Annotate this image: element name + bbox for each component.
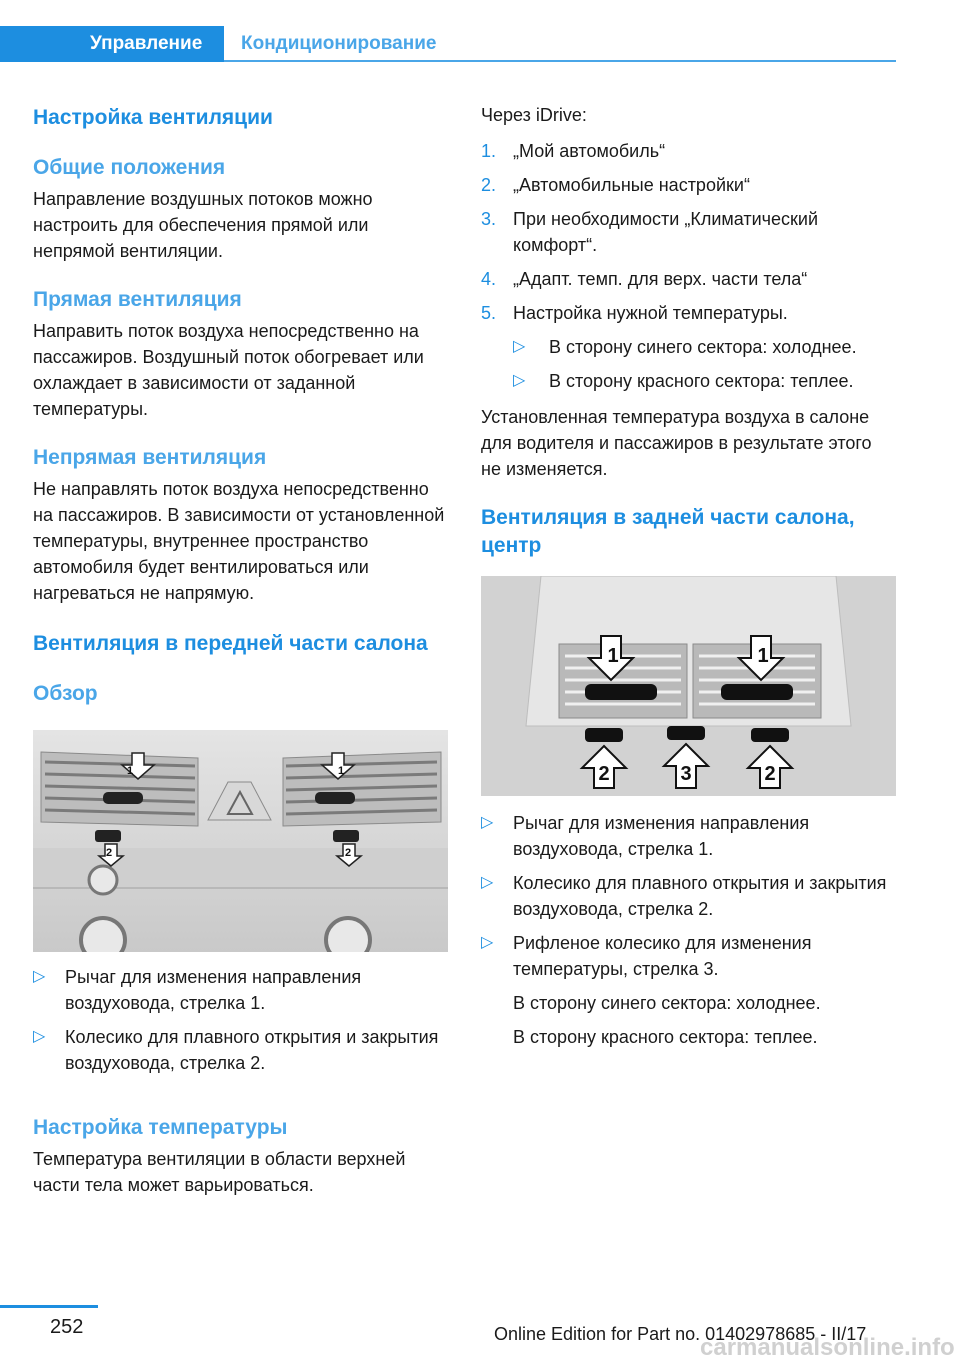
heading-front-ventilation: Вентиляция в передней части салона [33, 632, 428, 655]
rear-label-2-right: 2 [764, 763, 776, 785]
front-vents-image [33, 730, 448, 952]
rear-label-1-right: 1 [757, 645, 769, 667]
page-header [0, 0, 960, 62]
triangle-bullet-icon: ▷ [33, 968, 46, 985]
rear-bullet-list [481, 810, 896, 1050]
rear-vents-image [481, 576, 896, 796]
front-label-2-left: 2 [106, 847, 113, 859]
indent-line-warm: В сторону красного сектора: теплее. [513, 1027, 818, 1047]
paragraph-general: Направление воздушных потоков можно настроить для обеспечения прямой или непрямой вентиляции. [33, 189, 373, 261]
front-vents-illustration [33, 730, 448, 952]
triangle-bullet-icon: ▷ [33, 1028, 46, 1045]
paragraph-temperature: Температура вентиляции в области верхней части тела может варьироваться. [33, 1149, 406, 1195]
subheading-temperature: Настройка температуры [33, 1116, 288, 1139]
triangle-bullet-icon: ▷ [513, 372, 526, 389]
triangle-bullet-icon: ▷ [481, 814, 494, 831]
rear-label-2-left: 2 [598, 763, 610, 785]
sub-list-item: ▷ В сторону красного сектора: теплее. [481, 368, 896, 394]
heading-ventilation-setup: Настройка вентиляции [33, 106, 273, 129]
subheading-indirect: Непрямая вентиляция [33, 446, 267, 469]
footer-rule [0, 1305, 98, 1308]
front-bullet-list [33, 964, 448, 1076]
idrive-steps [481, 138, 896, 394]
sub-list-item: ▷ В сторону синего сектора: холоднее. [481, 334, 896, 360]
edition-note: Online Edition for Part no. 01402978685 - II/17 [494, 1324, 867, 1344]
list-item: ▷ Рычаг для изменения направления воздуховода, стрелка 1. [33, 964, 448, 1016]
paragraph-direct: Направить поток воздуха непосредственно на пассажиров. Воздушный поток обогревает или охлаждает в зависимости от заданной температуры. [33, 321, 424, 419]
header-rule [224, 60, 896, 62]
front-label-2-right: 2 [345, 847, 352, 859]
indent-line-cold: В сторону синего сектора: холоднее. [513, 993, 821, 1013]
rear-vents-illustration [481, 576, 896, 796]
triangle-bullet-icon: ▷ [513, 338, 526, 355]
step-item: 2. „Автомобильные настройки“ [481, 175, 750, 195]
paragraph-indirect: Не направлять поток воздуха непосредственно на пассажиров. В зависимости от установленной температуры, внутреннее пространство автомобиля будет вентилироваться или нагреваться не напрямую. [33, 479, 445, 603]
front-left-vent [41, 752, 198, 826]
triangle-bullet-icon: ▷ [481, 874, 494, 891]
step-item: 4. „Адапт. темп. для верх. части тела“ [481, 269, 808, 289]
list-item: ▷ Рифленое колесико для изменения температуры, стрелка 3. [481, 930, 896, 982]
paragraph-note: Установленная температура воздуха в салоне для водителя и пассажиров в результате этого не изменяется. [481, 407, 872, 479]
heading-rear-ventilation: Вентиляция в задней части салона, центр [481, 506, 855, 557]
section-tab-active: Управление [0, 26, 224, 62]
rear-left-vent [559, 644, 687, 718]
subheading-direct: Прямая вентиляция [33, 288, 242, 311]
list-item: ▷ Рычаг для изменения направления воздуховода, стрелка 1. [481, 810, 896, 862]
section-tab: Кондиционирование [241, 33, 437, 54]
subheading-general: Общие положения [33, 156, 226, 179]
list-item: ▷ Колесико для плавного открытия и закрытия воздуховода, стрелка 2. [33, 1024, 448, 1076]
step-item: 1. „Мой автомобиль“ [481, 141, 666, 161]
front-label-1-right: 1 [338, 765, 345, 777]
rear-label-3: 3 [680, 763, 692, 785]
left-column [33, 100, 448, 1198]
subheading-overview: Обзор [33, 682, 98, 705]
step-item: 5. Настройка нужной температуры. [481, 303, 788, 323]
watermark: carmanualsonline.info [700, 1334, 955, 1361]
right-column [481, 100, 896, 1050]
rear-label-1-left: 1 [607, 645, 619, 667]
front-label-1-left: 1 [127, 765, 134, 777]
idrive-intro: Через iDrive: [481, 105, 587, 125]
triangle-bullet-icon: ▷ [481, 934, 494, 951]
front-right-vent [283, 752, 441, 826]
list-item: ▷ Колесико для плавного открытия и закрытия воздуховода, стрелка 2. [481, 870, 896, 922]
page-number: 252 [50, 1316, 84, 1338]
step-item: 3. При необходимости „Климатический комфорт“. [481, 209, 819, 255]
